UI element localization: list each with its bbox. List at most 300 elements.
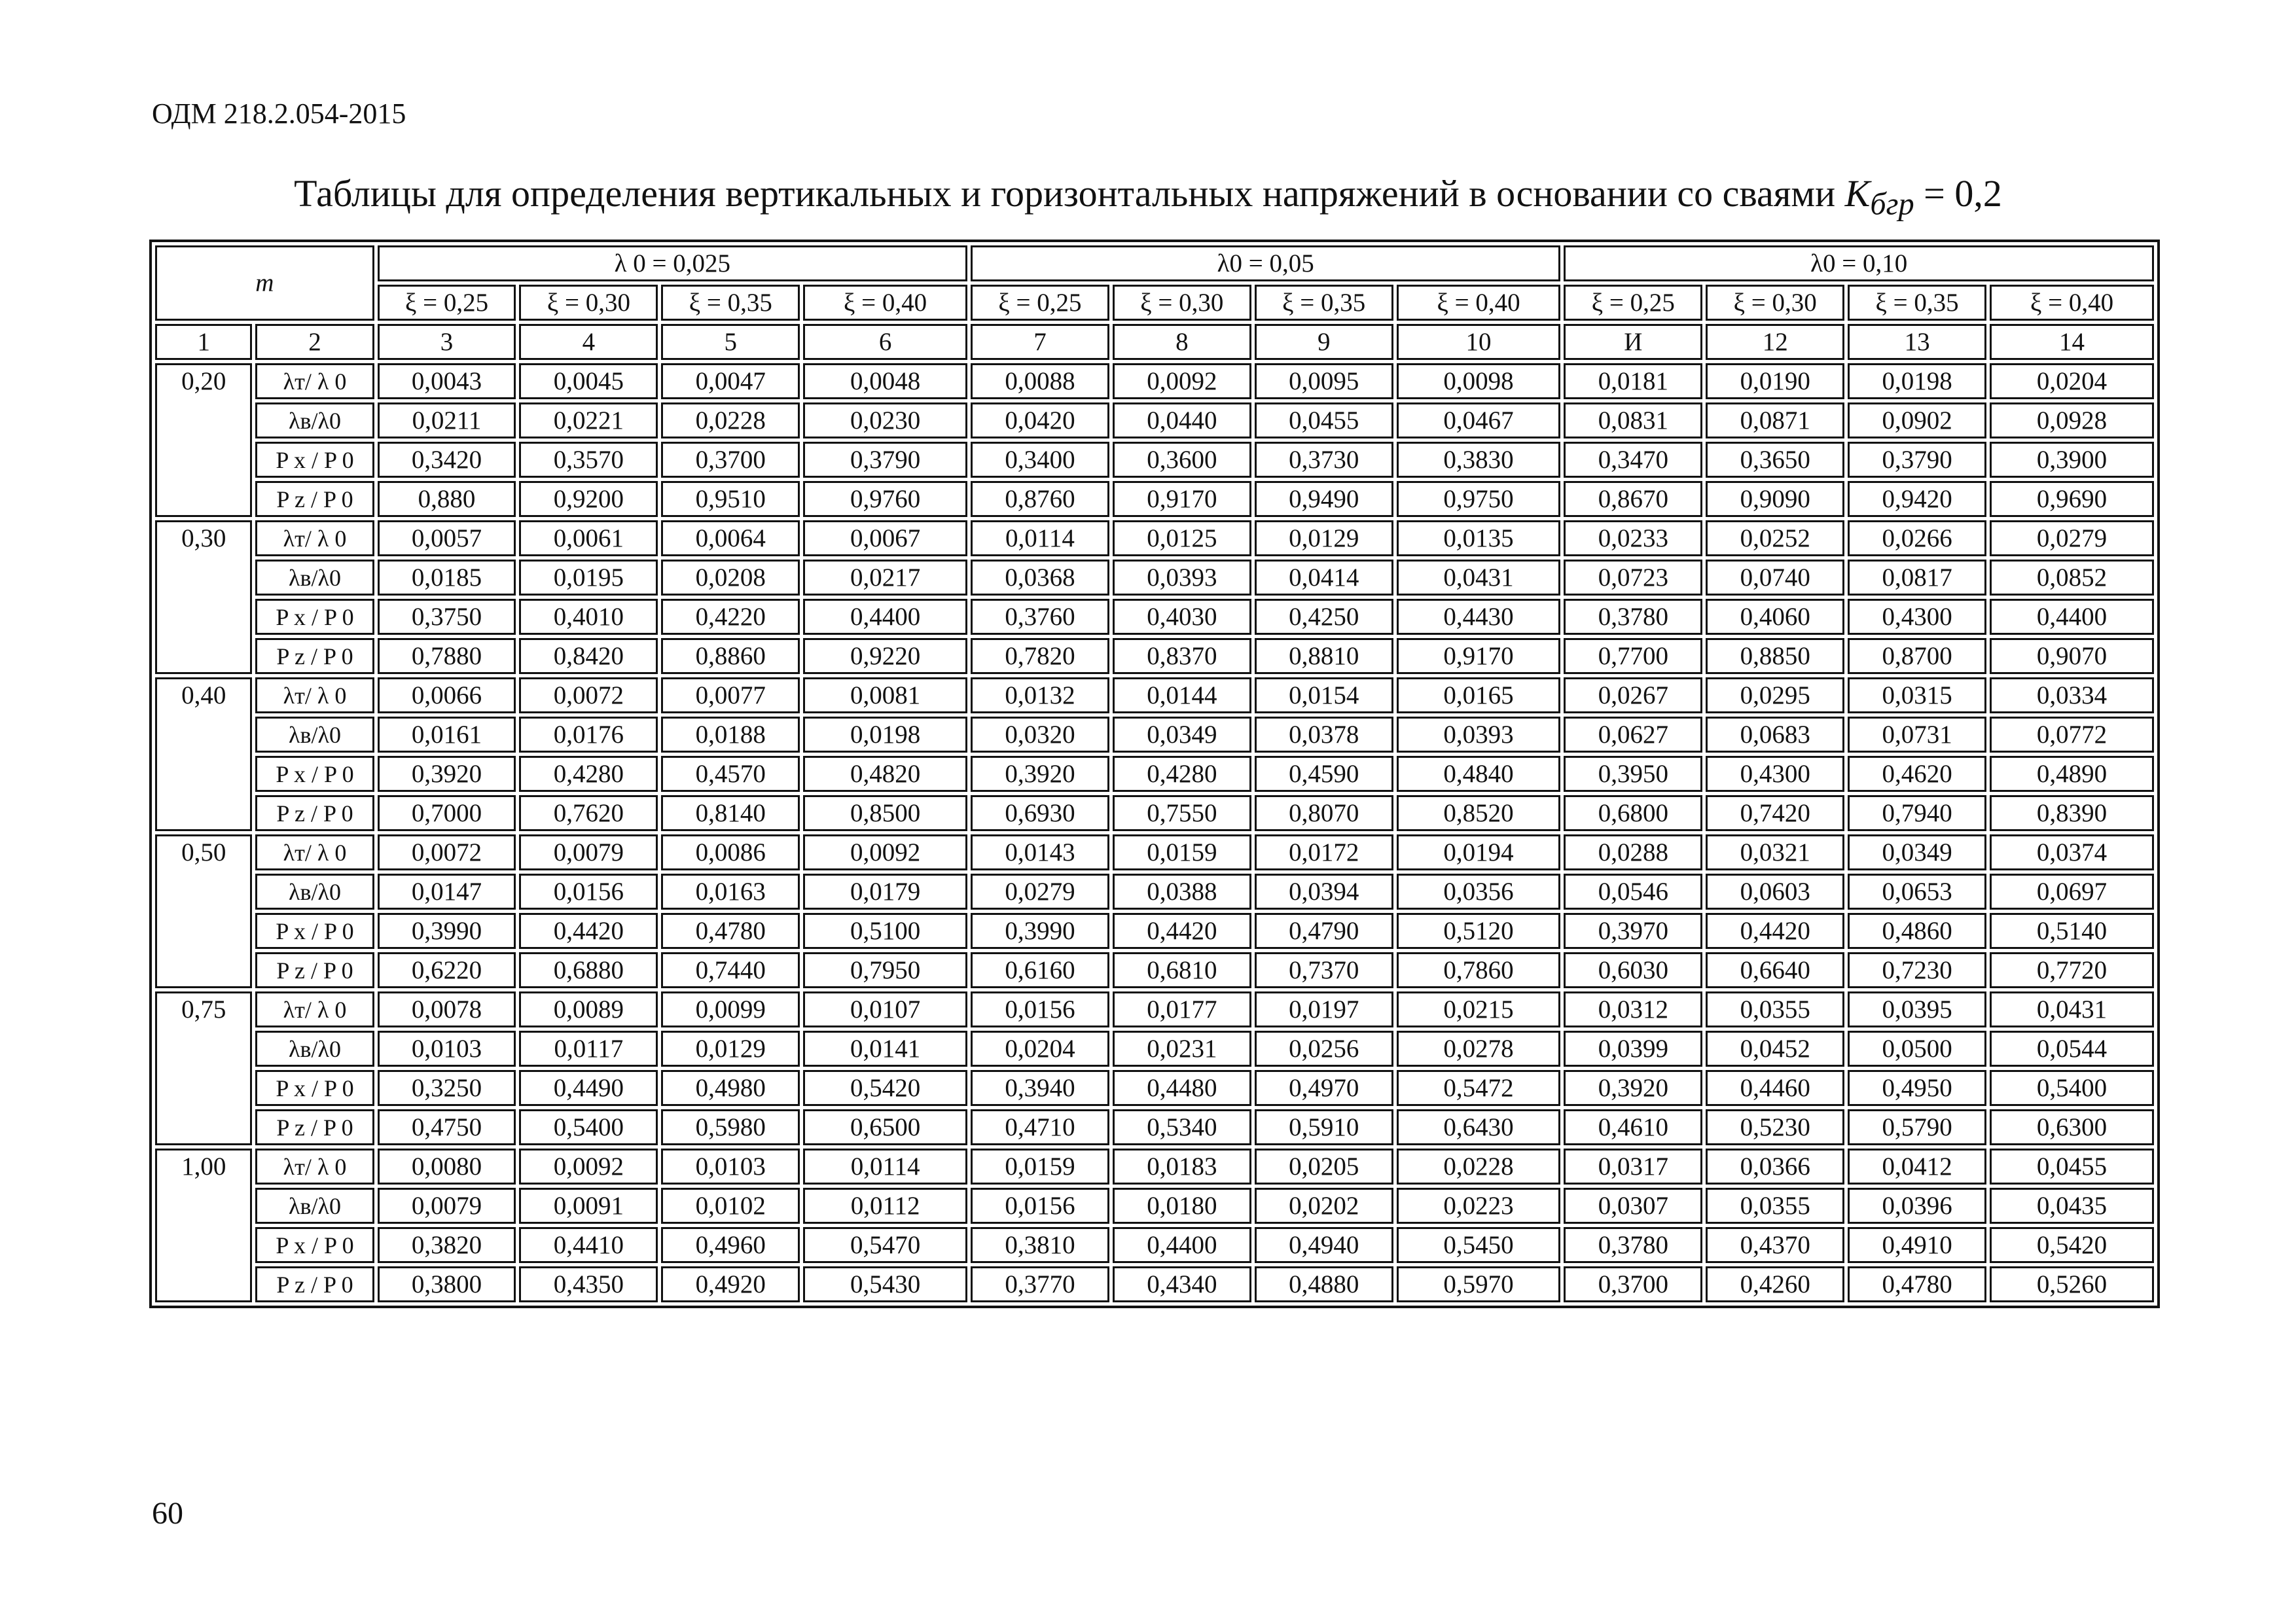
value-cell: 0,6640 [1706, 952, 1844, 988]
value-cell: 0,5340 [1113, 1109, 1251, 1145]
value-cell: 0,3780 [1564, 1227, 1702, 1263]
value-cell: 0,0315 [1848, 677, 1986, 713]
parameter-label: λт/ λ 0 [255, 834, 374, 870]
value-cell: 0,0396 [1848, 1188, 1986, 1224]
value-cell: 0,5450 [1397, 1227, 1561, 1263]
value-cell: 0,4940 [1255, 1227, 1393, 1263]
value-cell: 0,4420 [519, 913, 658, 949]
value-cell: 0,0114 [971, 520, 1109, 556]
parameter-label: P z / P 0 [255, 795, 374, 831]
value-cell: 0,0431 [1990, 991, 2154, 1027]
xi-header: ξ = 0,25 [378, 285, 516, 321]
value-cell: 0,4980 [661, 1070, 800, 1106]
value-cell: 0,0117 [519, 1031, 658, 1067]
column-number: 2 [255, 324, 374, 360]
value-cell: 0,0627 [1564, 717, 1702, 753]
value-cell: 0,4260 [1706, 1266, 1844, 1302]
value-cell: 0,0156 [971, 991, 1109, 1027]
value-cell: 0,3760 [971, 599, 1109, 635]
value-cell: 0,0831 [1564, 402, 1702, 438]
value-cell: 0,4010 [519, 599, 658, 635]
value-cell: 0,0368 [971, 560, 1109, 596]
value-cell: 0,8140 [661, 795, 800, 831]
value-cell: 0,0500 [1848, 1031, 1986, 1067]
xi-header: ξ = 0,35 [1255, 285, 1393, 321]
parameter-label: P z / P 0 [255, 638, 374, 674]
value-cell: 0,3420 [378, 442, 516, 478]
table-row [155, 599, 2154, 635]
table-row [155, 560, 2154, 596]
value-cell: 0,4970 [1255, 1070, 1393, 1106]
value-cell: 0,0440 [1113, 402, 1251, 438]
value-cell: 0,5140 [1990, 913, 2154, 949]
value-cell: 0,0125 [1113, 520, 1251, 556]
value-cell: 0,4400 [1990, 599, 2154, 635]
value-cell: 0,4300 [1848, 599, 1986, 635]
table-row [155, 913, 2154, 949]
value-cell: 0,5430 [803, 1266, 967, 1302]
parameter-label: P x / P 0 [255, 756, 374, 792]
value-cell: 0,0228 [1397, 1149, 1561, 1185]
value-cell: 0,0135 [1397, 520, 1561, 556]
value-cell: 0,7940 [1848, 795, 1986, 831]
value-cell: 0,9220 [803, 638, 967, 674]
group-header: λ0 = 0,10 [1564, 245, 2154, 281]
value-cell: 0,4280 [1113, 756, 1251, 792]
header-row-groups [155, 245, 2154, 281]
value-cell: 0,3750 [378, 599, 516, 635]
value-cell: 0,0230 [803, 402, 967, 438]
value-cell: 0,0064 [661, 520, 800, 556]
table-body [155, 245, 2154, 1302]
value-cell: 0,0061 [519, 520, 658, 556]
value-cell: 0,4950 [1848, 1070, 1986, 1106]
value-cell: 0,0603 [1706, 874, 1844, 910]
value-cell: 0,0179 [803, 874, 967, 910]
value-cell: 0,0399 [1564, 1031, 1702, 1067]
value-cell: 0,0233 [1564, 520, 1702, 556]
value-cell: 0,0288 [1564, 834, 1702, 870]
value-cell: 0,9690 [1990, 481, 2154, 517]
value-cell: 0,0154 [1255, 677, 1393, 713]
table-row [155, 520, 2154, 556]
value-cell: 0,4840 [1397, 756, 1561, 792]
value-cell: 0,0098 [1397, 363, 1561, 399]
value-cell: 0,4910 [1848, 1227, 1986, 1263]
value-cell: 0,9490 [1255, 481, 1393, 517]
parameter-label: P x / P 0 [255, 913, 374, 949]
value-cell: 0,3600 [1113, 442, 1251, 478]
value-cell: 0,0228 [661, 402, 800, 438]
m-header: m [155, 245, 374, 321]
value-cell: 0,0355 [1706, 991, 1844, 1027]
column-numbers-row [155, 324, 2154, 360]
value-cell: 0,0211 [378, 402, 516, 438]
xi-header: ξ = 0,40 [803, 285, 967, 321]
value-cell: 0,0194 [1397, 834, 1561, 870]
value-cell: 0,0205 [1255, 1149, 1393, 1185]
value-cell: 0,0252 [1706, 520, 1844, 556]
value-cell: 0,0366 [1706, 1149, 1844, 1185]
value-cell: 0,0163 [661, 874, 800, 910]
value-cell: 0,5470 [803, 1227, 967, 1263]
value-cell: 0,0266 [1848, 520, 1986, 556]
value-cell: 0,3830 [1397, 442, 1561, 478]
value-cell: 0,0378 [1255, 717, 1393, 753]
parameter-label: λв/λ0 [255, 560, 374, 596]
value-cell: 0,0740 [1706, 560, 1844, 596]
value-cell: 0,0099 [661, 991, 800, 1027]
xi-header: ξ = 0,25 [971, 285, 1109, 321]
value-cell: 0,4790 [1255, 913, 1393, 949]
value-cell: 0,5420 [803, 1070, 967, 1106]
table-row [155, 1266, 2154, 1302]
table-row [155, 717, 2154, 753]
value-cell: 0,8700 [1848, 638, 1986, 674]
parameter-label: P z / P 0 [255, 952, 374, 988]
value-cell: 0,4430 [1397, 599, 1561, 635]
value-cell: 0,4480 [1113, 1070, 1251, 1106]
value-cell: 0,4860 [1848, 913, 1986, 949]
value-cell: 0,0129 [661, 1031, 800, 1067]
value-cell: 0,0279 [971, 874, 1109, 910]
value-cell: 0,7820 [971, 638, 1109, 674]
value-cell: 0,4920 [661, 1266, 800, 1302]
table-row [155, 1227, 2154, 1263]
value-cell: 0,0256 [1255, 1031, 1393, 1067]
k-value: = 0,2 [1914, 172, 2002, 215]
value-cell: 0,9510 [661, 481, 800, 517]
parameter-label: λт/ λ 0 [255, 363, 374, 399]
value-cell: 0,0653 [1848, 874, 1986, 910]
value-cell: 0,0107 [803, 991, 967, 1027]
value-cell: 0,0546 [1564, 874, 1702, 910]
value-cell: 0,7720 [1990, 952, 2154, 988]
value-cell: 0,0177 [1113, 991, 1251, 1027]
value-cell: 0,4060 [1706, 599, 1844, 635]
column-number: 7 [971, 324, 1109, 360]
table-row [155, 952, 2154, 988]
value-cell: 0,0420 [971, 402, 1109, 438]
value-cell: 0,6810 [1113, 952, 1251, 988]
value-cell: 0,7620 [519, 795, 658, 831]
value-cell: 0,4030 [1113, 599, 1251, 635]
value-cell: 0,4280 [519, 756, 658, 792]
value-cell: 0,0089 [519, 991, 658, 1027]
value-cell: 0,0172 [1255, 834, 1393, 870]
parameter-label: λв/λ0 [255, 874, 374, 910]
value-cell: 0,3950 [1564, 756, 1702, 792]
value-cell: 0,0902 [1848, 402, 1986, 438]
value-cell: 0,0295 [1706, 677, 1844, 713]
value-cell: 0,3730 [1255, 442, 1393, 478]
m-value: 0,50 [155, 834, 252, 988]
value-cell: 0,4460 [1706, 1070, 1844, 1106]
value-cell: 0,5790 [1848, 1109, 1986, 1145]
value-cell: 0,0817 [1848, 560, 1986, 596]
value-cell: 0,0103 [378, 1031, 516, 1067]
value-cell: 0,0278 [1397, 1031, 1561, 1067]
value-cell: 0,8760 [971, 481, 1109, 517]
value-cell: 0,0215 [1397, 991, 1561, 1027]
table-row [155, 1031, 2154, 1067]
group-header: λ0 = 0,05 [971, 245, 1560, 281]
value-cell: 0,0092 [519, 1149, 658, 1185]
table-row [155, 638, 2154, 674]
page-number: 60 [152, 1496, 183, 1531]
value-cell: 0,5420 [1990, 1227, 2154, 1263]
m-value: 0,30 [155, 520, 252, 674]
value-cell: 0,4750 [378, 1109, 516, 1145]
value-cell: 0,3820 [378, 1227, 516, 1263]
value-cell: 0,5472 [1397, 1070, 1561, 1106]
value-cell: 0,0731 [1848, 717, 1986, 753]
value-cell: 0,7880 [378, 638, 516, 674]
value-cell: 0,4250 [1255, 599, 1393, 635]
value-cell: 0,5100 [803, 913, 967, 949]
column-number: 9 [1255, 324, 1393, 360]
value-cell: 0,0077 [661, 677, 800, 713]
value-cell: 0,3700 [1564, 1266, 1702, 1302]
value-cell: 0,7230 [1848, 952, 1986, 988]
value-cell: 0,8850 [1706, 638, 1844, 674]
value-cell: 0,9170 [1113, 481, 1251, 517]
xi-header: ξ = 0,35 [1848, 285, 1986, 321]
value-cell: 0,0394 [1255, 874, 1393, 910]
value-cell: 0,0388 [1113, 874, 1251, 910]
value-cell: 0,0088 [971, 363, 1109, 399]
value-cell: 0,9200 [519, 481, 658, 517]
value-cell: 0,0321 [1706, 834, 1844, 870]
table-row [155, 756, 2154, 792]
parameter-label: λт/ λ 0 [255, 991, 374, 1027]
value-cell: 0,0697 [1990, 874, 2154, 910]
value-cell: 0,3920 [1564, 1070, 1702, 1106]
value-cell: 0,4370 [1706, 1227, 1844, 1263]
column-number: 13 [1848, 324, 1986, 360]
value-cell: 0,4350 [519, 1266, 658, 1302]
value-cell: 0,0204 [1990, 363, 2154, 399]
value-cell: 0,9070 [1990, 638, 2154, 674]
table-row [155, 442, 2154, 478]
table-row [155, 677, 2154, 713]
value-cell: 0,3470 [1564, 442, 1702, 478]
parameter-label: P z / P 0 [255, 1266, 374, 1302]
value-cell: 0,3400 [971, 442, 1109, 478]
parameter-label: λв/λ0 [255, 1031, 374, 1067]
xi-header: ξ = 0,30 [519, 285, 658, 321]
value-cell: 0,0165 [1397, 677, 1561, 713]
value-cell: 0,8070 [1255, 795, 1393, 831]
value-cell: 0,0393 [1397, 717, 1561, 753]
value-cell: 0,0078 [378, 991, 516, 1027]
value-cell: 0,3790 [1848, 442, 1986, 478]
value-cell: 0,3700 [661, 442, 800, 478]
value-cell: 0,0312 [1564, 991, 1702, 1027]
table-row [155, 1149, 2154, 1185]
value-cell: 0,4610 [1564, 1109, 1702, 1145]
value-cell: 0,6930 [971, 795, 1109, 831]
value-cell: 0,0079 [519, 834, 658, 870]
value-cell: 0,6500 [803, 1109, 967, 1145]
m-value: 0,40 [155, 677, 252, 831]
doc-code: ОДМ 218.2.054-2015 [152, 98, 406, 130]
value-cell: 0,7550 [1113, 795, 1251, 831]
value-cell: 0,0188 [661, 717, 800, 753]
value-cell: 0,0161 [378, 717, 516, 753]
value-cell: 0,4820 [803, 756, 967, 792]
value-cell: 0,6300 [1990, 1109, 2154, 1145]
table-row [155, 1109, 2154, 1145]
value-cell: 0,0208 [661, 560, 800, 596]
value-cell: 0,4780 [661, 913, 800, 949]
table-row [155, 1188, 2154, 1224]
value-cell: 0,0395 [1848, 991, 1986, 1027]
value-cell: 0,4710 [971, 1109, 1109, 1145]
column-number: 12 [1706, 324, 1844, 360]
value-cell: 0,0112 [803, 1188, 967, 1224]
value-cell: 0,3570 [519, 442, 658, 478]
value-cell: 0,7420 [1706, 795, 1844, 831]
value-cell: 0,3780 [1564, 599, 1702, 635]
xi-header: ξ = 0,30 [1113, 285, 1251, 321]
value-cell: 0,0871 [1706, 402, 1844, 438]
value-cell: 0,3920 [378, 756, 516, 792]
value-cell: 0,9760 [803, 481, 967, 517]
value-cell: 0,0852 [1990, 560, 2154, 596]
column-number: 14 [1990, 324, 2154, 360]
value-cell: 0,3790 [803, 442, 967, 478]
xi-header: ξ = 0,30 [1706, 285, 1844, 321]
value-cell: 0,0431 [1397, 560, 1561, 596]
value-cell: 0,0356 [1397, 874, 1561, 910]
k-symbol: K [1844, 172, 1871, 215]
value-cell: 0,8420 [519, 638, 658, 674]
value-cell: 0,0043 [378, 363, 516, 399]
value-cell: 0,0334 [1990, 677, 2154, 713]
column-number: 5 [661, 324, 800, 360]
value-cell: 0,0452 [1706, 1031, 1844, 1067]
table-title-text: Таблицы для определения вертикальных и горизонтальных напряжений в основании со сваями [294, 172, 1836, 215]
value-cell: 0,0198 [803, 717, 967, 753]
value-cell: 0,5120 [1397, 913, 1561, 949]
parameter-label: P x / P 0 [255, 599, 374, 635]
value-cell: 0,0132 [971, 677, 1109, 713]
value-cell: 0,0683 [1706, 717, 1844, 753]
column-number: 3 [378, 324, 516, 360]
value-cell: 0,4960 [661, 1227, 800, 1263]
value-cell: 0,0231 [1113, 1031, 1251, 1067]
value-cell: 0,4300 [1706, 756, 1844, 792]
value-cell: 0,3650 [1706, 442, 1844, 478]
value-cell: 0,0267 [1564, 677, 1702, 713]
value-cell: 0,0204 [971, 1031, 1109, 1067]
value-cell: 0,0455 [1255, 402, 1393, 438]
value-cell: 0,7950 [803, 952, 967, 988]
value-cell: 0,0047 [661, 363, 800, 399]
column-number: 6 [803, 324, 967, 360]
value-cell: 0,9170 [1397, 638, 1561, 674]
value-cell: 0,8670 [1564, 481, 1702, 517]
value-cell: 0,0143 [971, 834, 1109, 870]
value-cell: 0,9090 [1706, 481, 1844, 517]
value-cell: 0,8500 [803, 795, 967, 831]
value-cell: 0,0103 [661, 1149, 800, 1185]
value-cell: 0,0307 [1564, 1188, 1702, 1224]
column-number: 1 [155, 324, 252, 360]
value-cell: 0,4570 [661, 756, 800, 792]
value-cell: 0,3900 [1990, 442, 2154, 478]
value-cell: 0,0141 [803, 1031, 967, 1067]
value-cell: 0,5980 [661, 1109, 800, 1145]
value-cell: 0,0144 [1113, 677, 1251, 713]
parameter-label: λв/λ0 [255, 402, 374, 438]
value-cell: 0,0147 [378, 874, 516, 910]
value-cell: 0,7440 [661, 952, 800, 988]
parameter-label: P z / P 0 [255, 1109, 374, 1145]
value-cell: 0,0544 [1990, 1031, 2154, 1067]
parameter-label: λв/λ0 [255, 1188, 374, 1224]
value-cell: 0,5910 [1255, 1109, 1393, 1145]
value-cell: 0,0091 [519, 1188, 658, 1224]
table-row [155, 991, 2154, 1027]
value-cell: 0,3250 [378, 1070, 516, 1106]
value-cell: 0,0320 [971, 717, 1109, 753]
value-cell: 0,0181 [1564, 363, 1702, 399]
value-cell: 0,0080 [378, 1149, 516, 1185]
value-cell: 0,0066 [378, 677, 516, 713]
value-cell: 0,0048 [803, 363, 967, 399]
value-cell: 0,0176 [519, 717, 658, 753]
value-cell: 0,8810 [1255, 638, 1393, 674]
value-cell: 0,0183 [1113, 1149, 1251, 1185]
value-cell: 0,7370 [1255, 952, 1393, 988]
column-number: И [1564, 324, 1702, 360]
value-cell: 0,3920 [971, 756, 1109, 792]
value-cell: 0,4620 [1848, 756, 1986, 792]
value-cell: 0,5400 [519, 1109, 658, 1145]
value-cell: 0,0317 [1564, 1149, 1702, 1185]
table-row [155, 795, 2154, 831]
value-cell: 0,5260 [1990, 1266, 2154, 1302]
value-cell: 0,8520 [1397, 795, 1561, 831]
value-cell: 0,3770 [971, 1266, 1109, 1302]
value-cell: 0,7000 [378, 795, 516, 831]
value-cell: 0,5970 [1397, 1266, 1561, 1302]
parameter-label: λв/λ0 [255, 717, 374, 753]
table-row [155, 363, 2154, 399]
value-cell: 0,0092 [1113, 363, 1251, 399]
table-row [155, 1070, 2154, 1106]
value-cell: 0,880 [378, 481, 516, 517]
value-cell: 0,6220 [378, 952, 516, 988]
value-cell: 0,0195 [519, 560, 658, 596]
value-cell: 0,0081 [803, 677, 967, 713]
value-cell: 0,3940 [971, 1070, 1109, 1106]
value-cell: 0,6800 [1564, 795, 1702, 831]
parameter-label: P x / P 0 [255, 442, 374, 478]
value-cell: 0,4400 [803, 599, 967, 635]
value-cell: 0,0072 [519, 677, 658, 713]
value-cell: 0,0102 [661, 1188, 800, 1224]
value-cell: 0,0723 [1564, 560, 1702, 596]
stress-table [149, 240, 2160, 1308]
value-cell: 0,5230 [1706, 1109, 1844, 1145]
group-header: λ 0 = 0,025 [378, 245, 967, 281]
value-cell: 0,7700 [1564, 638, 1702, 674]
value-cell: 0,0349 [1848, 834, 1986, 870]
value-cell: 0,0190 [1706, 363, 1844, 399]
